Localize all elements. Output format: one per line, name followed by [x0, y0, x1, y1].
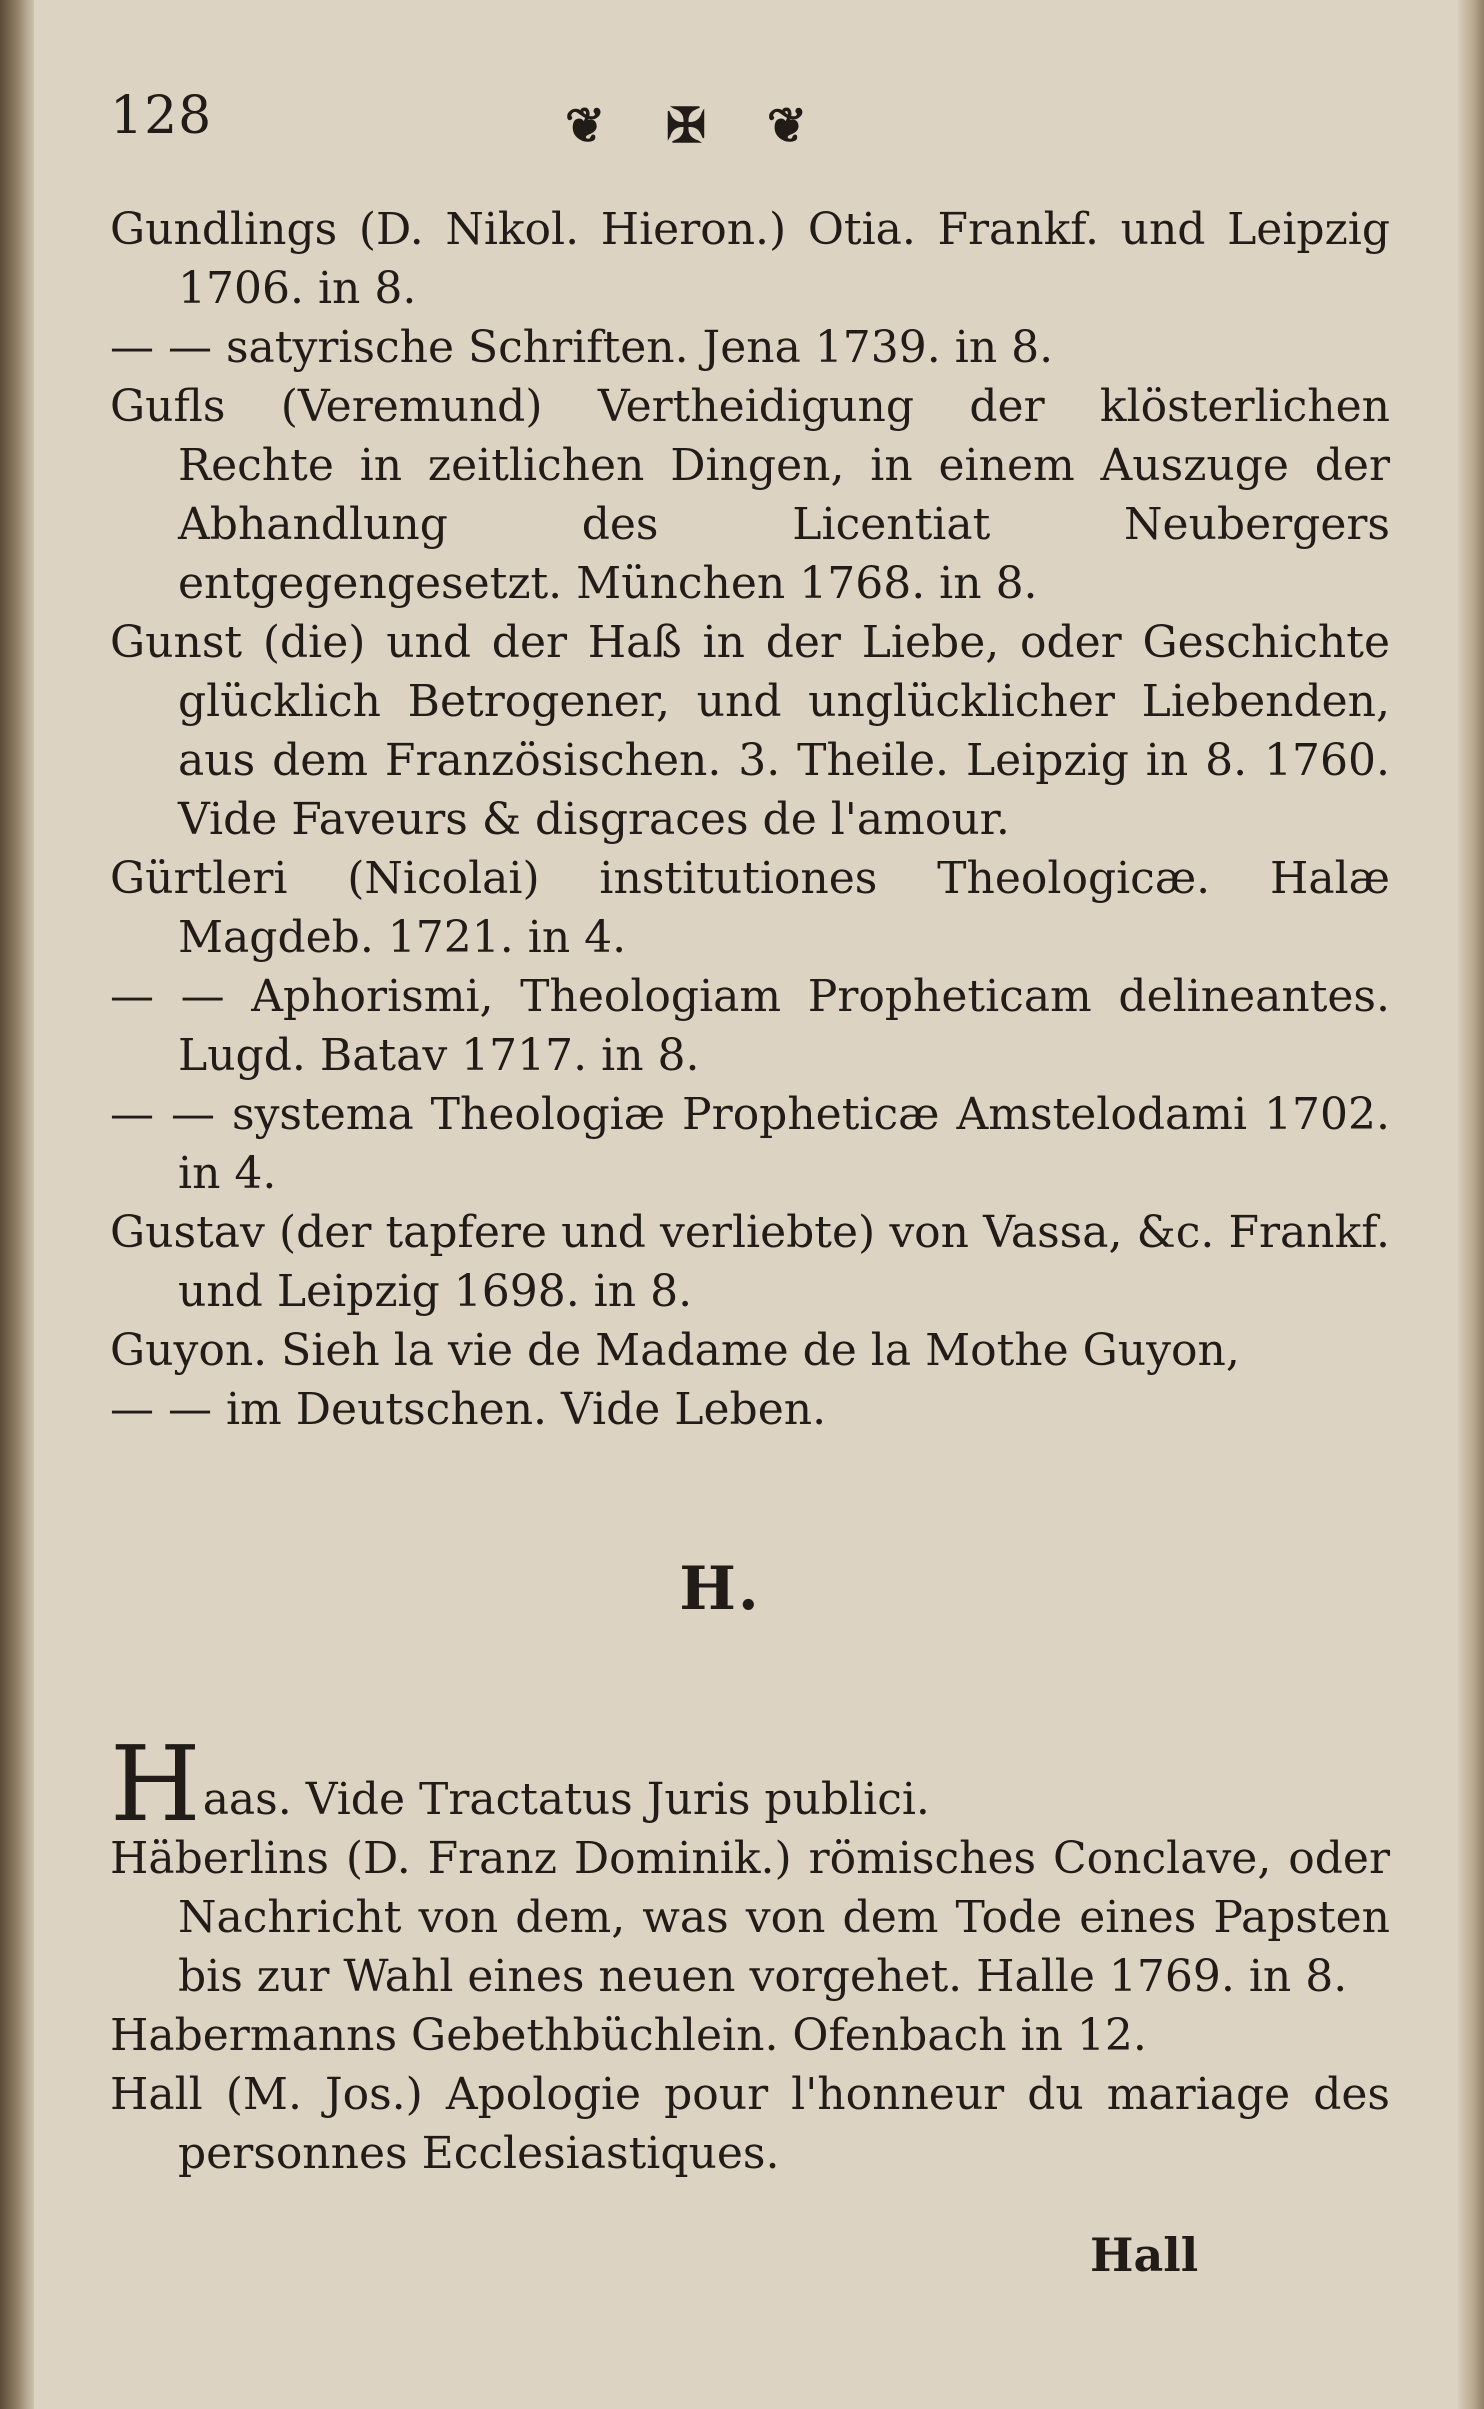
- entry-guertleri-systema: — — systema Theologiæ Propheticæ Amstelodami 1702. in 4.: [110, 1089, 1390, 1199]
- entry-gundlings: Gundlings (D. Nikol. Hieron.) Otia. Frankf. und Leipzig 1706. in 8.: [110, 204, 1390, 314]
- entry-guyon-deutsch: — — im Deutschen. Vide Leben.: [110, 1384, 827, 1435]
- page-number: 128: [110, 86, 213, 146]
- page-header: [110, 80, 1390, 180]
- entry-haas: [110, 1723, 1390, 1845]
- entries-g: [110, 200, 1390, 1439]
- entry-guyon: Guyon. Sieh la vie de Madame de la Mothe Guyon,: [110, 1325, 1240, 1376]
- entries-h: [110, 1723, 1390, 2183]
- section-heading: H.: [679, 1554, 761, 1624]
- page-edge: [1458, 0, 1484, 2409]
- entry-guertleri-aphorismi: — — Aphorismi, Theologiam Propheticam delineantes. Lugd. Batav 1717. in 8.: [110, 971, 1390, 1081]
- page-text-block: [110, 80, 1390, 2183]
- header-ornament-icon: ❦ ✠ ❦: [565, 98, 830, 154]
- entry-hall: Hall (M. Jos.) Apologie pour l'honneur du mariage des personnes Ecclesiastiques.: [110, 2069, 1390, 2179]
- entry-haas-text: aas. Vide Tractatus Juris publici.: [202, 1774, 930, 1825]
- entry-guertleri: Gürtleri (Nicolai) institutiones Theologicæ. Halæ Magdeb. 1721. in 4.: [110, 853, 1390, 963]
- entry-gufls: Gufls (Veremund) Vertheidigung der klösterlichen Rechte in zeitlichen Dingen, in einem Auszuge der Abhandlung des Licentiat Neubergers entgegengesetzt. München 1768. in 8.: [110, 381, 1390, 609]
- entry-habermanns: Habermanns Gebethbüchlein. Ofenbach in 12.: [110, 2010, 1147, 2061]
- entry-gundlings-satyrische: — — satyrische Schriften. Jena 1739. in 8.: [110, 322, 1054, 373]
- book-spine-shadow: [0, 0, 34, 2409]
- entry-haeberlins: Häberlins (D. Franz Dominik.) römisches Conclave, oder Nachricht von dem, was von dem Tode eines Papsten bis zur Wahl eines neuen vorgehet. Halle 1769. in 8.: [110, 1833, 1390, 2002]
- entry-gunst: Gunst (die) und der Haß in der Liebe, oder Geschichte glücklich Betrogener, und unglücklicher Liebenden, aus dem Französischen. 3. Theile. Leipzig in 8. 1760. Vide Faveurs & disgraces de l'amour.: [110, 617, 1390, 845]
- drop-cap: H: [110, 1723, 201, 1845]
- catchword: Hall: [1090, 2228, 1199, 2282]
- entry-gustav: Gustav (der tapfere und verliebte) von Vassa, &c. Frankf. und Leipzig 1698. in 8.: [110, 1207, 1390, 1317]
